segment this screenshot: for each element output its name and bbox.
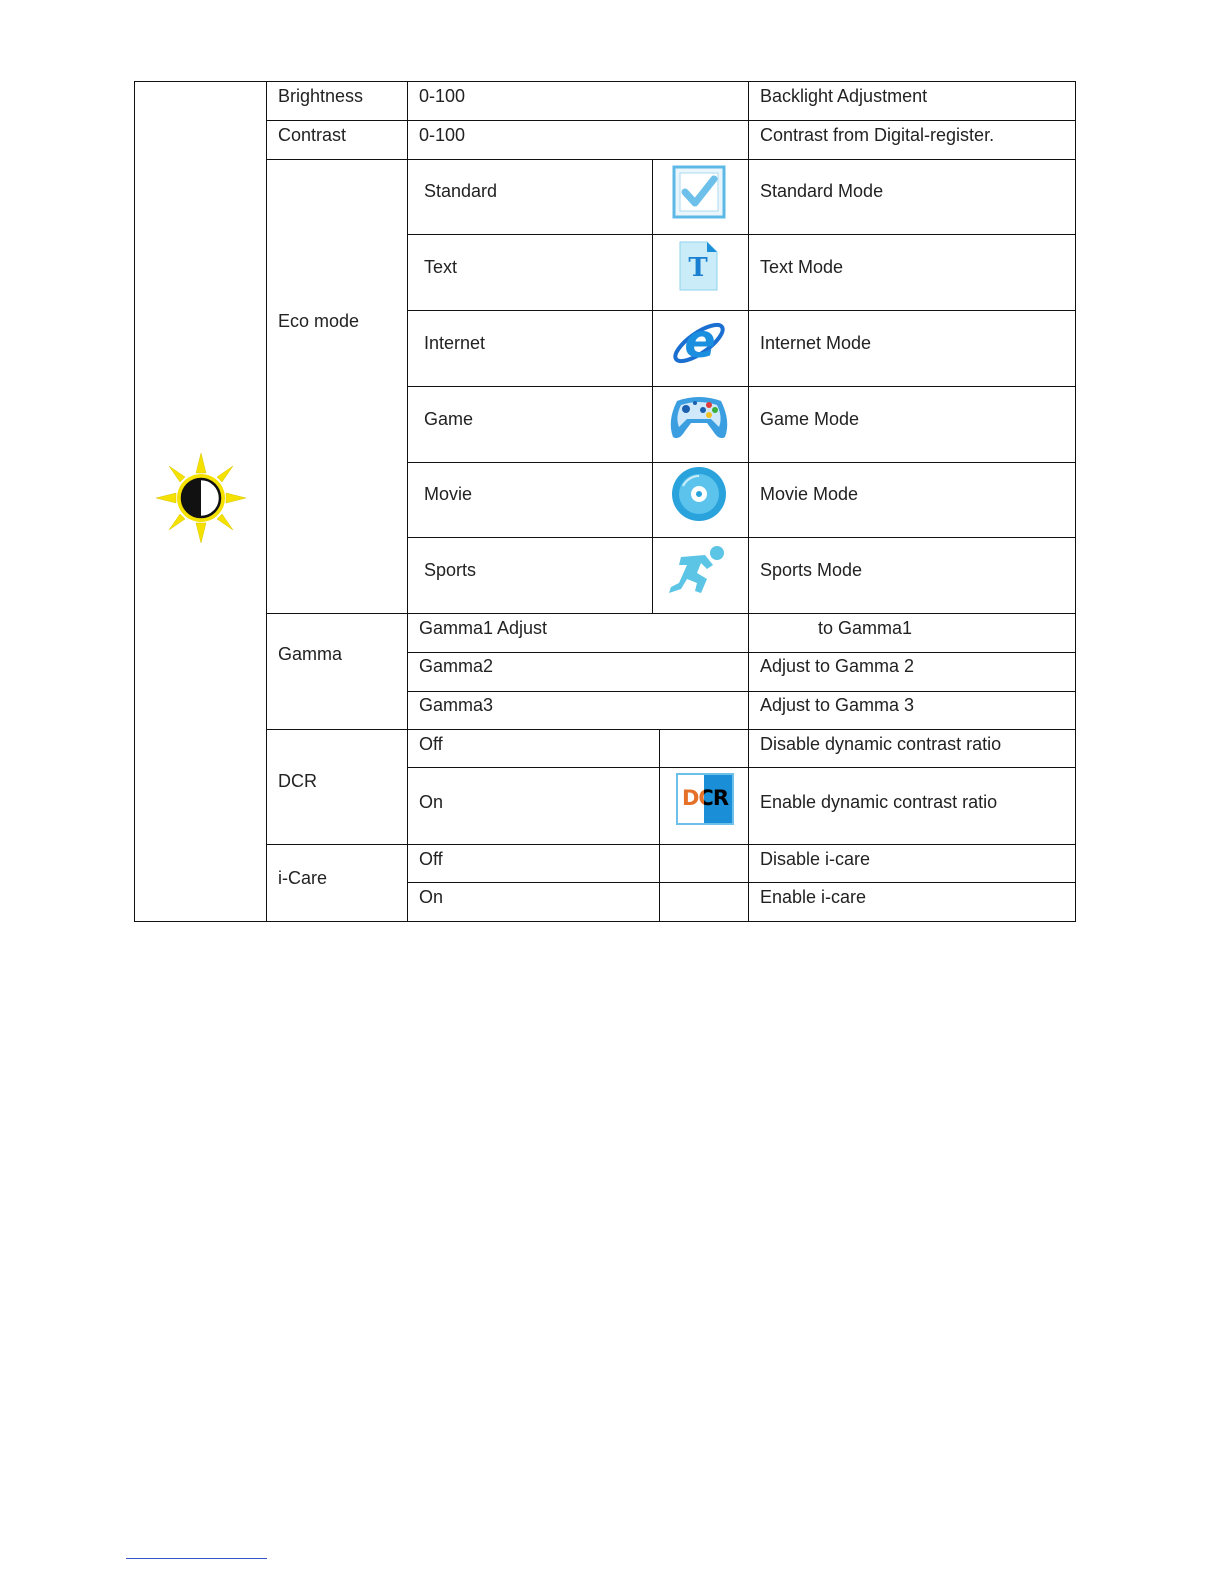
icare-desc: Enable i-care (760, 887, 867, 907)
row-divider (408, 882, 1076, 883)
eco-mode-desc: Text Mode (760, 257, 844, 277)
eco-mode-desc: Sports Mode (760, 560, 863, 580)
row-divider (408, 386, 1076, 387)
luminance-sun-icon (154, 451, 248, 545)
contrast-label: Contrast (278, 125, 347, 145)
gamepad-icon (667, 391, 731, 443)
row-divider (266, 844, 1076, 845)
gamma-option: Gamma1 Adjust (419, 618, 548, 638)
disc-icon (671, 466, 727, 522)
dcr-icon (676, 773, 734, 825)
runner-icon (667, 543, 729, 595)
gamma-label: Gamma (278, 644, 343, 664)
footnote-separator (126, 1558, 267, 1559)
eco-mode-name: Text (424, 257, 458, 277)
table-border-left (134, 81, 135, 922)
brightness-range: 0-100 (419, 86, 466, 106)
gamma-option: Gamma2 (419, 656, 494, 676)
eco-mode-name: Sports (424, 560, 477, 580)
contrast-range: 0-100 (419, 125, 466, 145)
eco-mode-name: Standard (424, 181, 498, 201)
row-divider (408, 310, 1076, 311)
table-border-top (134, 81, 1076, 82)
contrast-desc: Contrast from Digital-register. (760, 125, 995, 145)
checkbox-icon (672, 165, 726, 219)
gamma-desc: Adjust to Gamma 2 (760, 656, 915, 676)
dcr-icon-text: DCR (681, 786, 728, 810)
gamma-desc: to Gamma1 (818, 618, 913, 638)
eco-mode-name: Game (424, 409, 474, 429)
dcr-desc: Disable dynamic contrast ratio (760, 734, 1002, 754)
eco-mode-desc: Internet Mode (760, 333, 872, 353)
icon-column-divider (652, 159, 653, 614)
row-divider (408, 691, 1076, 692)
brightness-label: Brightness (278, 86, 364, 106)
dcr-label: DCR (278, 771, 317, 791)
row-divider (266, 159, 1076, 160)
row-divider (266, 729, 1076, 730)
svg-text:e: e (684, 314, 716, 368)
gamma-option: Gamma3 (419, 695, 494, 715)
icare-option: Off (419, 849, 443, 869)
dcr-desc: Enable dynamic contrast ratio (760, 792, 998, 812)
eco-mode-label: Eco mode (278, 311, 360, 331)
svg-text:T: T (688, 253, 708, 283)
dcr-option: Off (419, 734, 443, 754)
eco-mode-desc: Game Mode (760, 409, 860, 429)
row-divider (266, 613, 1076, 614)
icare-option: On (419, 887, 444, 907)
row-divider (408, 234, 1076, 235)
row-divider (408, 652, 1076, 653)
eco-mode-name: Internet (424, 333, 486, 353)
column-divider (407, 81, 408, 922)
dcr-option: On (419, 792, 444, 812)
column-divider (748, 81, 749, 922)
eco-mode-name: Movie (424, 484, 473, 504)
table-border-right (1075, 81, 1076, 922)
eco-mode-desc: Standard Mode (760, 181, 884, 201)
table-border-bottom (134, 921, 1076, 922)
icare-label: i-Care (278, 868, 328, 888)
icon-column-divider (659, 729, 660, 922)
icare-desc: Disable i-care (760, 849, 871, 869)
eco-mode-desc: Movie Mode (760, 484, 859, 504)
row-divider (266, 120, 1076, 121)
column-divider (266, 81, 267, 922)
row-divider (408, 537, 1076, 538)
row-divider (408, 462, 1076, 463)
text-document-icon (677, 240, 721, 292)
internet-explorer-icon (668, 311, 730, 373)
gamma-desc: Adjust to Gamma 3 (760, 695, 915, 715)
row-divider (408, 767, 1076, 768)
brightness-desc: Backlight Adjustment (760, 86, 928, 106)
